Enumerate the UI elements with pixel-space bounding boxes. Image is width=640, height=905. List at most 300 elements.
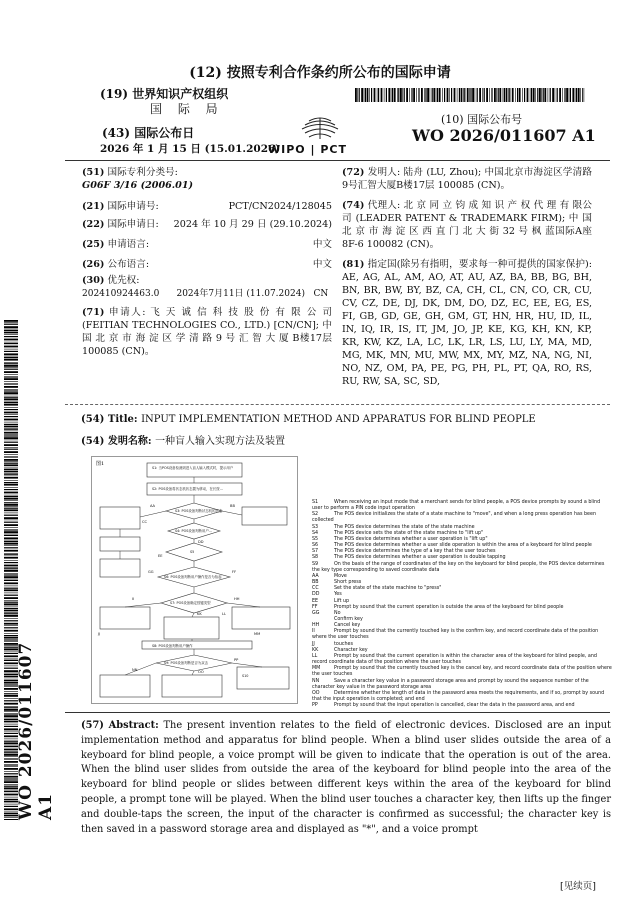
legend-text: Prompt by sound that the current operation is outside the area of the keyboard for blind people	[334, 604, 564, 610]
field-label: 国际申请日:	[107, 219, 159, 230]
barcode-bar	[527, 88, 529, 102]
barcode-bar	[459, 88, 460, 102]
barcode-bar	[4, 600, 18, 601]
barcode-bar	[424, 88, 425, 102]
legend-row	[312, 562, 612, 574]
title-zh-code: (54)	[81, 436, 105, 447]
barcode-bar	[4, 419, 18, 421]
barcode-bar	[4, 509, 18, 511]
barcode-bar	[512, 88, 514, 102]
barcode-bar	[555, 88, 556, 102]
right-column	[342, 166, 592, 388]
field-value: G06F 3/16 (2006.01)	[82, 180, 194, 191]
barcode-bar	[432, 88, 433, 102]
barcode-bar	[4, 579, 18, 580]
barcode-bar	[371, 88, 372, 102]
barcode-bar	[425, 88, 426, 102]
barcode-bar	[4, 593, 18, 594]
abstract-text: The present invention relates to the field of electronic devices. Disclosed are an input implementation method and apparatus for blind people. When a blind user slides outside the area of a keyboard for blind people, a voice prompt will be given to indicate that the operation is out of the area. When the blind user slides from outside the area of the keyboard for blind people into the area of the keyboard for blind people or slides between different keys within the area of the keyboard for blind people, a prompt tone will be played. When the blind user touches a character key, then lifts up the finger and double-taps the screen, the input of the character is confirmed as successful; the character key is then saved in a password storage area and displayed as "*", and a voice prompt	[81, 720, 611, 835]
field-value: PCT/CN2024/128045	[228, 201, 332, 212]
barcode-bar	[4, 422, 18, 423]
barcode-bar	[4, 553, 18, 554]
legend-key: CC	[312, 586, 319, 592]
barcode-bar	[378, 88, 379, 102]
barcode-bar	[472, 88, 474, 102]
barcode-bar	[4, 435, 18, 436]
barcode-bar	[522, 88, 523, 102]
barcode-bar	[449, 88, 450, 102]
field-30	[82, 274, 332, 306]
title-zh-label: 发明名称:	[107, 436, 152, 447]
node-left-3	[100, 559, 140, 577]
node-save	[100, 675, 150, 697]
barcode-bar	[4, 351, 18, 352]
barcode-bar	[4, 409, 18, 410]
barcode-bar	[430, 88, 431, 102]
barcode-bar	[4, 324, 18, 325]
field-value: 飞 天 诚 信 科 技 股 份 有 限 公 司 (FEITIAN TECHNOLOGIES CO., LTD.) [CN/CN]; 中 国 北 京 市 海 淀 区 学 清 路 9 号 汇 智 大 厦 B楼17层 100085 (CN)。	[82, 307, 332, 357]
legend-row	[312, 679, 612, 691]
barcode-bar	[469, 88, 470, 102]
edge-label: NN	[132, 668, 138, 672]
barcode-bar	[566, 88, 568, 102]
barcode-bar	[357, 88, 358, 102]
legend-text: Save a character key value in a password storage area and prompt by sound the sequence number of the character key value in the password storage area	[312, 678, 589, 690]
barcode-bar	[4, 492, 18, 494]
legend-text: Lift up	[334, 598, 350, 604]
edge-label: DD	[198, 540, 204, 544]
barcode-bar	[4, 392, 18, 394]
barcode-bar	[503, 88, 504, 102]
field-25	[82, 238, 332, 258]
barcode-bar	[4, 329, 18, 330]
barcode-bar	[447, 88, 449, 102]
legend-key: S1	[312, 500, 319, 505]
legend-key: S7	[312, 549, 319, 555]
barcode-bar	[367, 88, 369, 102]
barcode-bar	[575, 88, 576, 102]
field-label: 优先权:	[107, 275, 140, 286]
field-value: 北 京 同 立 钧 成 知 识 产 权 代 理 有 限公司 (LEADER PATENT & TRADEMARK FIRM); 中 国 北 京 市 海 淀 区 西 直 门 北 大 街 32 号 枫 蓝国际A座8F-6 100082 (CN)。	[342, 200, 592, 250]
barcode-bar	[4, 568, 18, 569]
barcode-bar	[4, 613, 18, 614]
barcode-bar	[4, 567, 18, 568]
barcode-bar	[4, 573, 18, 574]
barcode-bar	[4, 524, 18, 526]
barcode-bar	[4, 389, 18, 390]
node-text-s2: S2: POS设备将状态机状态置为移动，在长按...	[152, 487, 223, 491]
left-column	[82, 166, 332, 358]
barcode-bar	[494, 88, 496, 102]
pub-no-label	[441, 111, 522, 127]
barcode-bar	[4, 371, 18, 373]
barcode-bar	[4, 520, 18, 521]
legend-text: Move	[334, 573, 347, 579]
legend-key: S8	[312, 555, 319, 561]
edge-label: II	[132, 597, 135, 601]
barcode-bar	[397, 88, 398, 102]
node-text-s6: S6: POS设备判断用户操作是否为抬起	[164, 575, 222, 579]
pub-no-text: 国际公布号	[467, 113, 523, 126]
barcode-bar	[4, 456, 18, 457]
legend-text: Determine whether the length of data in the password area meets the requirements, and if so, prompt by sound that the input operation is completed; and end	[312, 690, 605, 702]
barcode-bar	[4, 529, 18, 530]
barcode-bar	[491, 88, 492, 102]
barcode-bar	[506, 88, 508, 102]
barcode-bar	[564, 88, 565, 102]
field-26	[82, 258, 332, 274]
edge-label: GG	[148, 570, 154, 574]
field-81	[342, 258, 592, 388]
barcode-bar	[4, 336, 18, 337]
barcode-bar	[4, 508, 18, 509]
barcode-bar	[470, 88, 471, 102]
barcode-bar	[541, 88, 542, 102]
barcode-bar	[552, 88, 554, 102]
barcode-bar	[4, 442, 18, 443]
legend-text: The POS device sets the state of the state machine to "lift up"	[334, 530, 484, 536]
abstract-divider	[65, 712, 610, 713]
barcode-bar	[4, 576, 18, 578]
barcode-bar	[402, 88, 403, 102]
edge-label: KK	[197, 612, 202, 616]
abstract-code: (57)	[81, 720, 104, 731]
barcode-bar	[4, 541, 18, 542]
barcode-bar	[572, 88, 574, 102]
barcode-bar	[4, 471, 18, 473]
barcode-bar	[4, 498, 18, 500]
barcode-bar	[569, 88, 570, 102]
edge-label: AA	[150, 504, 156, 508]
node-end	[237, 667, 289, 689]
barcode-bar	[416, 88, 417, 102]
node-char	[164, 617, 219, 639]
edge-label: OO	[198, 670, 204, 674]
flowchart-svg	[92, 457, 297, 703]
barcode-bar	[559, 88, 561, 102]
section-divider	[65, 404, 610, 405]
barcode-bar	[4, 449, 18, 450]
field-code: (51)	[82, 167, 105, 178]
node-text-s10: S10	[242, 674, 249, 678]
barcode-bar	[377, 88, 378, 102]
field-71	[82, 306, 332, 358]
legend-text: Cancel key	[334, 623, 361, 629]
field-value: 陆舟 (LU, Zhou); 中国北京市海淀区学清路9号汇智大厦B楼17层 100085 (CN)。	[342, 167, 592, 191]
legend-text: Yes	[334, 592, 342, 598]
legend-text: When receiving an input mode that a merchant sends for blind people, a POS device prompts by sound a blind user to perform a PIN code input operation	[312, 500, 601, 512]
legend-key: JJ	[312, 641, 315, 647]
barcode-bar	[519, 88, 521, 102]
barcode-bar	[4, 550, 18, 552]
barcode-bar	[4, 602, 18, 603]
node-text-s9: S9: POS设备判断是否为双击	[164, 661, 208, 665]
legend-key: PP	[312, 703, 318, 709]
barcode-bar	[496, 88, 497, 102]
barcode-bar	[4, 416, 18, 417]
barcode-bar	[4, 543, 18, 545]
barcode-bar	[4, 506, 18, 507]
barcode-bar	[4, 484, 18, 486]
field-value: 202410924463.0 2024年7月11日 (11.07.2024) CN	[82, 289, 329, 299]
barcode-bar	[386, 88, 387, 102]
node-text-s4: S4: POS设备判断用户...	[175, 529, 212, 533]
edge-label: BB	[230, 504, 235, 508]
barcode-bar	[515, 88, 516, 102]
barcode-bar	[576, 88, 577, 102]
barcode-bar	[4, 390, 18, 391]
barcode-bar	[4, 440, 18, 441]
barcode-bar	[504, 88, 505, 102]
field-22	[82, 218, 332, 238]
legend-key: OO	[312, 690, 320, 696]
barcode-bar	[409, 88, 410, 102]
barcode-bar	[388, 88, 390, 102]
barcode-bar	[398, 88, 399, 102]
barcode-bar	[4, 545, 18, 546]
barcode-bar	[4, 454, 18, 455]
legend-text: The POS device initializes the state of a state machine to "move", and when a long press operation has been collected	[312, 512, 596, 524]
barcode-bar	[4, 588, 18, 589]
edge-label: FF	[232, 570, 237, 574]
barcode-bar	[391, 88, 392, 102]
legend-text: The POS device determines the type of a key that the user touches	[334, 549, 496, 555]
barcode-bar	[4, 468, 18, 469]
barcode-bar	[4, 474, 18, 475]
barcode-bar	[4, 595, 18, 596]
barcode-bar	[381, 88, 383, 102]
barcode-bar	[539, 88, 541, 102]
barcode-bar	[486, 88, 488, 102]
node-left-1	[100, 507, 140, 529]
edge-label: LL	[222, 612, 227, 616]
barcode-bar	[406, 88, 408, 102]
barcode-bar	[4, 504, 18, 506]
barcode-bar	[4, 365, 18, 367]
barcode-bar	[4, 500, 18, 501]
barcode-bar	[4, 540, 18, 541]
barcode-bar	[4, 402, 18, 403]
barcode-bar	[4, 378, 18, 380]
barcode-bar	[4, 386, 18, 388]
barcode-bar	[4, 580, 18, 581]
barcode-bar	[4, 363, 18, 364]
barcode-bar	[530, 88, 531, 102]
barcode-icon	[355, 88, 585, 102]
barcode-bar	[364, 88, 365, 102]
field-code: (74)	[342, 200, 365, 211]
field-value: 中文	[312, 259, 332, 270]
barcode-bar	[4, 557, 18, 559]
barcode-bar	[4, 367, 18, 368]
barcode-bar	[4, 517, 18, 519]
legend-key: S4	[312, 530, 319, 536]
barcode-bar	[4, 547, 18, 548]
legend-text: On the basis of the range of coordinates of the key on the keyboard for blind people, the POS device determines the key type corresponding to saved coordinate data	[312, 561, 605, 573]
barcode-bar	[4, 342, 18, 343]
node-right-1	[242, 507, 287, 525]
title-zh	[81, 432, 285, 447]
legend-text: The POS device determines whether a user operation is double tapping	[334, 555, 506, 561]
field-label: 代理人:	[367, 200, 401, 211]
barcode-bar	[4, 554, 18, 555]
barcode-bar	[524, 88, 525, 102]
barcode-bar	[4, 346, 18, 348]
barcode-bar	[454, 88, 456, 102]
legend-key: GG	[312, 610, 320, 616]
node-check	[162, 675, 222, 697]
barcode-bar	[543, 88, 544, 102]
org-name: 世界知识产权组织	[132, 87, 229, 101]
barcode-bar	[4, 589, 18, 591]
barcode-bar	[400, 88, 402, 102]
field-label: 指定国(除另有指明，要求每一种可提供的国家保护):	[367, 259, 592, 270]
barcode-bar	[580, 88, 581, 102]
barcode-bar	[4, 339, 18, 341]
barcode-bar	[484, 88, 485, 102]
pub-date-code: (43)	[102, 126, 131, 140]
barcode-bar	[457, 88, 458, 102]
barcode-bar	[4, 565, 18, 567]
edge-label: EE	[158, 554, 163, 558]
title-zh-text: 一种盲人输入实现方法及装置	[155, 436, 286, 447]
barcode-bar	[498, 88, 499, 102]
barcode-bar	[533, 88, 535, 102]
legend-row	[312, 703, 612, 709]
barcode-bar	[544, 88, 546, 102]
barcode-bar	[439, 88, 441, 102]
barcode-bar	[4, 535, 18, 536]
field-code: (71)	[82, 307, 105, 318]
legend-key: EE	[312, 598, 319, 604]
field-code: (26)	[82, 259, 105, 270]
abstract-label: Abstract:	[108, 720, 159, 731]
barcode-bar	[404, 88, 405, 102]
field-label: 申请语言:	[107, 239, 150, 250]
legend-text: Prompt by sound that the input operation is cancelled, clear the data in the password area, and end	[334, 703, 575, 709]
barcode-bar	[4, 322, 18, 323]
field-code: (21)	[82, 201, 105, 212]
barcode-bar	[4, 401, 18, 402]
barcode-bar	[394, 88, 396, 102]
barcode-bar	[421, 88, 423, 102]
title-en-code: (54)	[81, 414, 105, 425]
barcode-bar	[479, 88, 481, 102]
barcode-bar	[548, 88, 549, 102]
legend-key: HH	[312, 623, 320, 629]
barcode-bar	[442, 88, 443, 102]
legend-key: MM	[312, 666, 321, 672]
barcode-bar	[4, 522, 18, 523]
barcode-bar	[413, 88, 415, 102]
edge-label: PP	[234, 658, 239, 662]
legend-key: FF	[312, 604, 318, 610]
barcode-bar	[4, 489, 18, 490]
field-label: 国际申请号:	[107, 201, 159, 212]
continued-note: [见续页]	[560, 881, 596, 892]
barcode-bar	[4, 332, 18, 334]
barcode-bar	[499, 88, 501, 102]
barcode-bar	[374, 88, 376, 102]
barcode-bar	[4, 412, 18, 414]
field-74	[342, 199, 592, 251]
barcode-bar	[537, 88, 538, 102]
barcode-bar	[451, 88, 452, 102]
title-en-text: INPUT IMPLEMENTATION METHOD AND APPARATUS FOR BLIND PEOPLE	[141, 414, 536, 425]
field-code: (81)	[342, 259, 365, 270]
legend-row	[312, 500, 612, 512]
side-pub-number: WO 2026/011607 A1	[16, 641, 56, 820]
field-value: AE, AG, AL, AM, AO, AT, AU, AZ, BA, BB, BG, BH, BN, BR, BW, BY, BZ, CA, CH, CL, CN, CO, CR, CU, CV, CZ, DE, DJ, DK, DM, DO, DZ, EC, EE, EG, ES, FI, GB, GD, GE, GH, GM, GT, HN, HR, HU, ID, IL, IN, IQ, IR, IS, IT, JM, JO, JP, KE, KG, KH, KN, KP, KR, KW, KZ, LA, LC, LK, LR, LS, LU, LY, MA, MD, MG, MK, MN, MU, MW, MX, MY, MZ, NA, NG, NI, NO, NZ, OM, PA, PE, PG, PH, PL, PT, QA, RO, RS, RU, RW, SA, SC, SD,	[342, 272, 592, 387]
legend-row	[312, 666, 612, 678]
barcode-bar	[4, 381, 18, 382]
barcode-bar	[475, 88, 476, 102]
legend-key: KK	[312, 647, 319, 653]
barcode-bar	[437, 88, 438, 102]
barcode-bar	[4, 404, 18, 406]
barcode-bar	[4, 482, 18, 483]
fig-label: 图1	[96, 461, 105, 467]
barcode-bar	[582, 88, 583, 102]
barcode-bar	[427, 88, 429, 102]
barcode-bar	[4, 606, 18, 607]
barcode-bar	[4, 429, 18, 430]
barcode-bar	[369, 88, 370, 102]
barcode-bar	[4, 414, 18, 415]
barcode-bar	[461, 88, 463, 102]
field-value: 中文	[312, 239, 332, 250]
field-code: (22)	[82, 219, 105, 230]
node-cancel	[232, 607, 290, 629]
legend-key: AA	[312, 573, 319, 579]
barcode-bar	[4, 353, 18, 355]
barcode-bar	[411, 88, 412, 102]
barcode-bar	[4, 570, 18, 572]
barcode-bar	[570, 88, 571, 102]
pub-no-code: (10)	[441, 113, 464, 126]
barcode-bar	[550, 88, 551, 102]
barcode-bar	[359, 88, 360, 102]
flowchart-figure	[91, 456, 298, 704]
barcode-bar	[4, 464, 18, 466]
barcode-bar	[4, 603, 18, 605]
barcode-bar	[531, 88, 532, 102]
legend-row	[312, 691, 612, 703]
org-code: (19)	[100, 87, 129, 101]
edge-label: CC	[142, 520, 148, 524]
barcode-bar	[392, 88, 393, 102]
barcode-bar	[4, 330, 18, 331]
barcode-bar	[4, 612, 18, 613]
node-left-2	[100, 537, 140, 551]
barcode-bar	[4, 374, 18, 375]
barcode-bar	[4, 426, 18, 428]
figure-legend	[312, 500, 612, 709]
barcode-bar	[384, 88, 385, 102]
barcode-bar	[517, 88, 518, 102]
legend-text: The POS device determines whether a user slide operation is within the area of a keyboard for blind people	[334, 543, 592, 549]
legend-text: Prompt by sound that the currently touched key is the cancel key, and record coordinate data of the position where the user touches	[312, 666, 612, 678]
barcode-bar	[4, 582, 18, 584]
barcode-bar	[535, 88, 536, 102]
legend-key: S3	[312, 524, 319, 530]
barcode-bar	[4, 451, 18, 453]
barcode-bar	[4, 424, 18, 425]
legend-key: S9	[312, 561, 319, 567]
field-label: 发明人:	[367, 167, 401, 178]
legend-row	[312, 654, 612, 666]
barcode-bar	[4, 434, 18, 435]
